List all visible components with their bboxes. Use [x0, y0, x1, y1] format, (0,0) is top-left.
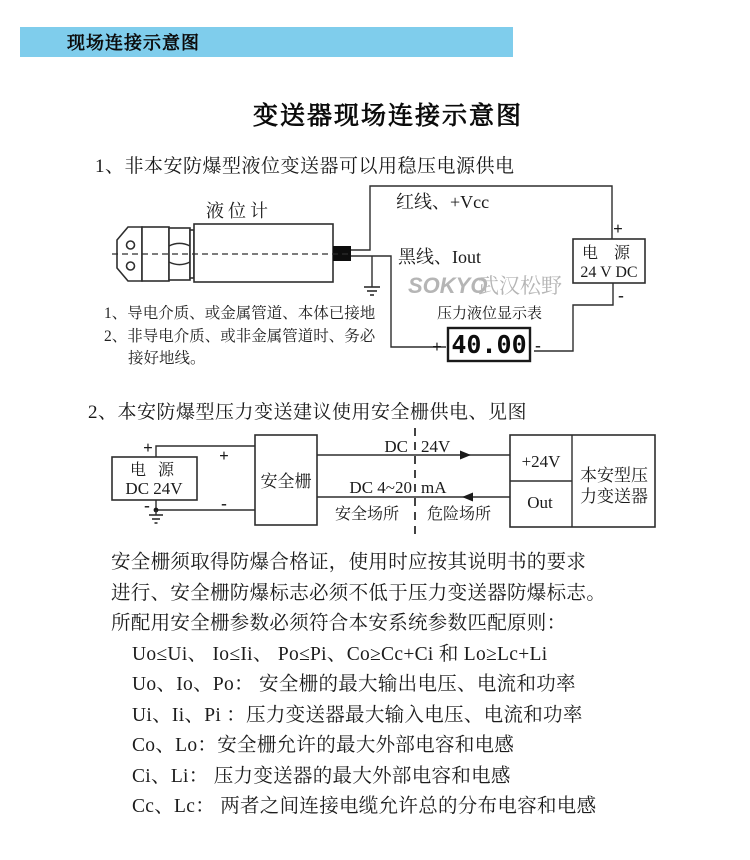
level-sensor-drawing — [112, 224, 352, 282]
arrow-right-icon — [460, 451, 471, 460]
power-supply-box — [573, 219, 645, 305]
brand-watermark — [408, 273, 562, 298]
transmitter-box — [510, 435, 655, 527]
dc24v-label-right: 24V — [421, 437, 451, 456]
meter-minus-sign: - — [535, 336, 541, 355]
watermark-cjk: 武汉松野 — [478, 274, 562, 298]
text-line: 安全栅须取得防爆合格证，使用时应按其说明书的要求 — [111, 552, 587, 573]
barrier-minus-sign: - — [221, 494, 227, 513]
supply-minus-wire — [156, 500, 255, 510]
text-line: Co、Lo：安全栅允许的最大外部电容和电感 — [132, 735, 515, 756]
text-line: Ui、Ii、Pi ：压力变送器最大输入电压、电流和功率 — [132, 704, 583, 726]
section-banner — [20, 27, 513, 57]
barrier-plus-sign: + — [219, 446, 229, 465]
ground-icon — [364, 256, 380, 295]
signal-label-right: mA — [421, 478, 447, 497]
sensor-label: 液位计 — [206, 201, 272, 221]
terminal-out: Out — [527, 493, 553, 512]
watermark-latin: SOKYO — [408, 273, 488, 298]
safe-area-label: 安全场所 — [334, 506, 399, 523]
dc24v-label-left: DC — [384, 437, 408, 456]
dc-supply-box — [112, 457, 197, 500]
power-plus-sign: + — [613, 219, 623, 238]
text-line: Ci、Li： 压力变送器的最大外部电容和电感 — [132, 765, 511, 787]
note-line: 2、非导电介质、或非金属管道时、务必 — [104, 327, 376, 345]
dc-supply-voltage: DC 24V — [125, 479, 183, 498]
note-line: 接好地线。 — [128, 350, 206, 367]
supply-plus-sign: + — [143, 438, 153, 457]
arrow-left-icon — [462, 493, 473, 502]
meter-plus-sign: + — [432, 337, 442, 356]
safety-barrier-wiring-diagram — [95, 427, 665, 552]
sensor-head-hole-bottom — [127, 262, 135, 270]
section1-heading: 1、非本安防爆型液位变送器可以用稳压电源供电 — [95, 156, 515, 177]
signal-label-left: DC 4~20 — [349, 478, 412, 497]
sensor-body — [194, 224, 333, 282]
text-line: Uo≤Ui、 Io≤Ii、 Po≤Pi、Co≥Cc+Ci 和 Lo≥Lc+Li — [132, 643, 548, 665]
note-line: 1、导电介质、或金属管道、本体已接地 — [104, 305, 376, 322]
meter-label: 压力液位显示表 — [437, 306, 543, 322]
text-line: Uo、Io、Po： 安全栅的最大输出电压、电流和功率 — [132, 674, 576, 695]
power-supply-voltage: 24 V DC — [580, 264, 638, 281]
hazard-area-label: 危险场所 — [427, 506, 492, 523]
meter-value: 40.00 — [451, 330, 527, 359]
section2-heading: 2、本安防爆型压力变送建议使用安全栅供电、见图 — [88, 402, 528, 423]
text-line: 进行、安全栅防爆标志必须不低于压力变送器防爆标志。 — [111, 582, 607, 604]
supply-plus-wire — [156, 446, 255, 457]
page-title: 变送器现场连接示意图 — [252, 103, 523, 130]
safety-barrier-box — [255, 435, 317, 525]
power-supply-name: 电 源 — [581, 245, 637, 262]
banner-title: 现场连接示意图 — [67, 33, 200, 53]
terminal-plus24v: +24V — [521, 452, 561, 471]
sensor-head — [117, 227, 142, 281]
supply-minus-sign: - — [144, 496, 150, 515]
barrier-requirements-text — [111, 548, 606, 823]
grounding-notes — [104, 303, 375, 371]
transmitter-name-line2: 力变送器 — [580, 487, 648, 506]
dc-supply-name: 电 源 — [129, 462, 179, 479]
text-line: Cc、Lc： 两者之间连接电缆允许总的分布电容和电感 — [132, 796, 597, 817]
red-wire-label: 红线、+Vcc — [396, 192, 490, 212]
display-meter — [432, 328, 541, 361]
text-line: 所配用安全栅参数必须符合本安系统参数匹配原则： — [111, 613, 567, 634]
transmitter-name-line1: 本安型压 — [580, 466, 648, 485]
ground-icon — [149, 510, 163, 523]
black-wire-label: 黑线、Iout — [398, 247, 481, 267]
safety-barrier-label: 安全栅 — [260, 472, 312, 491]
power-minus-sign: - — [618, 286, 624, 305]
sensor-head-hole-top — [127, 241, 135, 249]
